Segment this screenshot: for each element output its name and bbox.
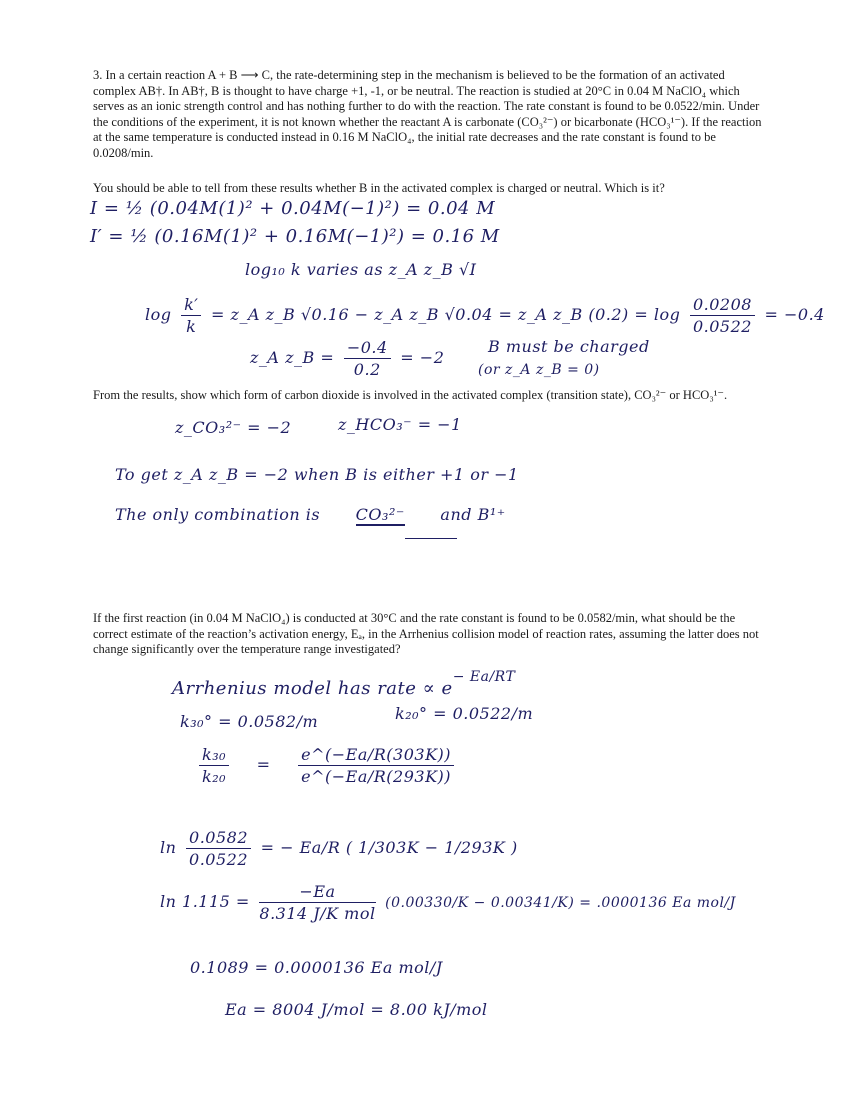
hw-combo-species: CO₃²⁻ xyxy=(355,505,405,524)
hw-k-ratio-num: k₃₀ xyxy=(199,745,229,766)
hw-k-ratio-den: k₂₀ xyxy=(202,767,227,786)
hw-arrhenius-model xyxy=(172,669,516,699)
hw-log-frac-num: k′ xyxy=(181,295,201,316)
hw-result-line-1: 0.1089 = 0.0000136 Ea mol/J xyxy=(190,958,443,977)
hw-zazb-fraction xyxy=(344,338,391,379)
hw-ln2-paren: (0.00330/K − 0.00341/K) = .0000136 Ea mol/J xyxy=(385,895,736,911)
hw-z-carbonate: z_CO₃²⁻ = −2 xyxy=(175,418,292,437)
question-activation-energy: If the first reaction (in 0.04 M NaClO₄) is conducted at 30°C and the rate constant is found to be 0.0582/min, what should be the correct estimate of the reaction’s activation energy, Eₐ, in the Arrhenius collision model of reaction rates, assuming the latter does not change significantly over the temperature range investigated? xyxy=(93,611,759,656)
hw-k20: k₂₀° = 0.0522/m xyxy=(395,704,534,723)
hw-ionic-strength-2: I′ = ½ (0.16M(1)² + 0.16M(−1)²) = 0.16 M xyxy=(90,226,500,247)
hw-only-combination-line xyxy=(115,505,506,524)
hw-to-get-line: To get z_A z_B = −2 when B is either +1 or −1 xyxy=(115,465,519,484)
hw-logk-varies: log₁₀ k varies as z_A z_B √I xyxy=(245,260,477,279)
hw-zazb-line xyxy=(250,338,444,379)
hw-combo-and-b: and B¹⁺ xyxy=(440,505,506,524)
hw-ln-num: 0.0582 xyxy=(186,828,251,849)
hw-b-must-be-charged: B must be charged xyxy=(488,337,650,356)
question-carbon-dioxide-form: From the results, show which form of carbon dioxide is involved in the activated complex (transition state), CO₃²⁻ or HCO₃¹⁻. xyxy=(93,388,728,402)
hw-result-line-2: Ea = 8004 J/mol = 8.00 kJ/mol xyxy=(225,1000,488,1019)
hw-ln2-fraction xyxy=(259,882,375,923)
hw-e-ratio-fraction xyxy=(298,745,454,786)
hw-ln-rhs: = − Ea/R ( 1/303K − 1/293K ) xyxy=(260,838,518,857)
question-charged-or-neutral: You should be able to tell from these results whether B in the activated complex is charged or neutral. Which is it? xyxy=(93,181,665,195)
hw-zazb-den: 0.2 xyxy=(353,360,381,379)
hw-k30: k₃₀° = 0.0582/m xyxy=(180,712,319,731)
hw-zazb-result: = −2 xyxy=(400,348,445,367)
hw-only-combination: The only combination is xyxy=(115,505,321,524)
hw-log-label: log xyxy=(145,305,172,324)
hw-log-frac-den: k xyxy=(186,317,197,336)
hw-ln2-line xyxy=(160,882,736,923)
hw-ln-den: 0.0522 xyxy=(189,850,248,869)
hw-arrhenius-text: Arrhenius model has rate ∝ e xyxy=(172,678,453,699)
hw-zazb-left: z_A z_B = xyxy=(250,348,335,367)
hw-ln-fraction xyxy=(186,828,251,869)
hw-ln2-num: −Ea xyxy=(259,882,375,903)
hw-rate-ratio-result: = −0.4 xyxy=(764,305,825,324)
hw-k-ratio-line: $\frac{\text{k₃₀}}{\text{k₂₀}}$ = $\frac{e\^{}(-Ea/R(303K))}{e\^{}(-Ea/R(293K))}$ xyxy=(195,745,458,786)
hw-log-equation: = z_A z_B √0.16 − z_A z_B √0.04 = z_A z_B (0.2) = log xyxy=(211,305,681,324)
hw-ln2-den: 8.314 J/K mol xyxy=(259,904,376,923)
hw-ln-line xyxy=(160,828,518,869)
hw-ln-label: ln xyxy=(160,838,177,857)
hw-e-ratio-num: e^(−Ea/R(303K)) xyxy=(298,745,454,766)
question-intro-paragraph: 3. In a certain reaction A + B ⟶ C, the rate-determining step in the mechanism is believed to be the formation of an activated complex AB†. In AB†, B is thought to have charge +1, -1, or be neutral. The reaction is studied at 20°C in 0.04 M NaClO₄ which serves as an ionic strength control and has nothing further to do with the reaction. The rate constant is found to be 0.0522/min. Under the conditions of the experiment, it is not known whether the reactant A is carbonate (CO₃²⁻) or bicarbonate (HCO₃¹⁻). If the reaction at the same temperature is conducted instead in 0.16 M NaClO₄, the initial rate decreases and the rate constant is found to be 0.0208/min. xyxy=(93,68,762,160)
hw-rate-ratio-fraction xyxy=(690,295,755,336)
hw-log-ratio-line xyxy=(145,295,825,336)
hw-or-zero-note: (or z_A z_B = 0) xyxy=(478,362,600,378)
hw-arrhenius-exponent: − Ea/RT xyxy=(452,669,516,685)
hw-log-fraction xyxy=(181,295,201,336)
hw-double-underline xyxy=(405,538,457,539)
hw-rate-ratio-num: 0.0208 xyxy=(690,295,755,316)
hw-ln2-left: ln 1.115 = xyxy=(160,892,250,911)
hw-zazb-num: −0.4 xyxy=(344,338,391,359)
hw-ionic-strength-1: I = ½ (0.04M(1)² + 0.04M(−1)²) = 0.04 M xyxy=(90,198,496,219)
hw-z-bicarbonate: z_HCO₃⁻ = −1 xyxy=(338,415,462,434)
hw-rate-ratio-den: 0.0522 xyxy=(692,317,752,336)
hw-e-ratio-den: e^(−Ea/R(293K)) xyxy=(301,767,452,786)
hw-k-ratio-fraction xyxy=(199,745,229,786)
